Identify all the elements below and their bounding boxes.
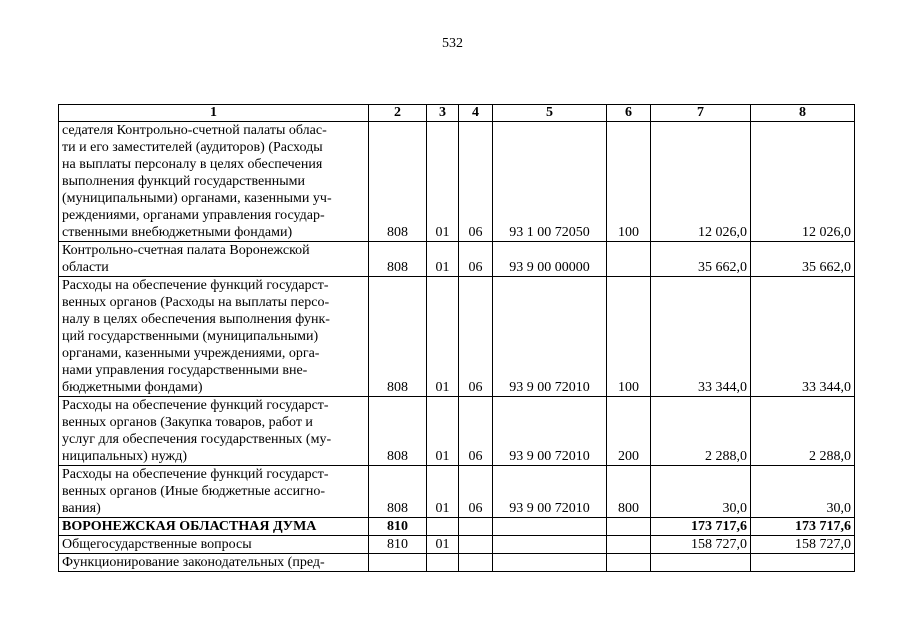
cell-target-article	[493, 536, 607, 554]
cell-ministry-code: 808	[369, 397, 427, 466]
table-row	[59, 242, 855, 277]
header-col-3: 3	[427, 105, 459, 122]
budget-table	[58, 104, 855, 572]
cell-amount-7: 33 344,0	[651, 277, 751, 397]
cell-amount-7	[651, 554, 751, 572]
cell-expense-type: 800	[607, 466, 651, 518]
description-line: Общегосударственные вопросы	[62, 537, 252, 552]
description-line: ций государственными (муниципальными)	[62, 329, 319, 344]
description-line: Расходы на обеспечение функций государст-	[62, 467, 329, 482]
cell-amount-8: 158 727,0	[751, 536, 855, 554]
cell-ministry-code: 810	[369, 518, 427, 536]
description-line: вания)	[62, 501, 101, 516]
cell-subsection	[459, 518, 493, 536]
cell-amount-7: 173 717,6	[651, 518, 751, 536]
table-row	[59, 466, 855, 518]
cell-amount-8: 173 717,6	[751, 518, 855, 536]
cell-expense-type	[607, 536, 651, 554]
cell-ministry-code: 808	[369, 466, 427, 518]
cell-expense-type	[607, 554, 651, 572]
header-col-6: 6	[607, 105, 651, 122]
cell-subsection: 06	[459, 242, 493, 277]
cell-amount-7: 35 662,0	[651, 242, 751, 277]
cell-ministry-code: 808	[369, 122, 427, 242]
cell-subsection: 06	[459, 466, 493, 518]
cell-target-article	[493, 554, 607, 572]
cell-target-article: 93 9 00 00000	[493, 242, 607, 277]
table-row	[59, 122, 855, 242]
header-col-7: 7	[651, 105, 751, 122]
cell-amount-8: 30,0	[751, 466, 855, 518]
cell-amount-7: 12 026,0	[651, 122, 751, 242]
cell-subsection: 06	[459, 122, 493, 242]
cell-section: 01	[427, 536, 459, 554]
row-description	[59, 536, 369, 554]
header-col-1: 1	[59, 105, 369, 122]
row-description	[59, 277, 369, 397]
header-col-8: 8	[751, 105, 855, 122]
description-line: ВОРОНЕЖСКАЯ ОБЛАСТНАЯ ДУМА	[62, 519, 317, 534]
cell-amount-7: 2 288,0	[651, 397, 751, 466]
description-line: реждениями, органами управления государ-	[62, 208, 325, 223]
description-line: Контрольно-счетная палата Воронежской	[62, 243, 310, 258]
table-row	[59, 536, 855, 554]
cell-amount-7: 30,0	[651, 466, 751, 518]
header-col-2: 2	[369, 105, 427, 122]
description-line: Функционирование законодательных (пред-	[62, 555, 325, 570]
cell-target-article: 93 9 00 72010	[493, 397, 607, 466]
description-line: налу в целях обеспечения выполнения функ-	[62, 312, 330, 327]
description-line: области	[62, 260, 109, 275]
description-line: ниципальных) нужд)	[62, 449, 187, 464]
description-line: бюджетными фондами)	[62, 380, 203, 395]
cell-ministry-code: 810	[369, 536, 427, 554]
description-line: Расходы на обеспечение функций государст-	[62, 398, 329, 413]
description-line: Расходы на обеспечение функций государст-	[62, 278, 329, 293]
cell-section: 01	[427, 277, 459, 397]
cell-target-article: 93 1 00 72050	[493, 122, 607, 242]
row-description	[59, 466, 369, 518]
description-line: венных органов (Расходы на выплаты персо-	[62, 295, 330, 310]
description-line: (муниципальными) органами, казенными уч-	[62, 191, 332, 206]
cell-amount-8	[751, 554, 855, 572]
cell-amount-8: 12 026,0	[751, 122, 855, 242]
description-line: ти и его заместителей (аудиторов) (Расходы	[62, 140, 323, 155]
cell-target-article: 93 9 00 72010	[493, 466, 607, 518]
description-line: нами управления государственными вне-	[62, 363, 308, 378]
cell-expense-type: 100	[607, 277, 651, 397]
cell-subsection: 06	[459, 397, 493, 466]
table-row	[59, 554, 855, 572]
header-col-4: 4	[459, 105, 493, 122]
row-description	[59, 122, 369, 242]
cell-section: 01	[427, 122, 459, 242]
cell-subsection: 06	[459, 277, 493, 397]
cell-section	[427, 554, 459, 572]
cell-amount-8: 35 662,0	[751, 242, 855, 277]
cell-section: 01	[427, 466, 459, 518]
description-line: седателя Контрольно-счетной палаты облас-	[62, 123, 327, 138]
description-line: на выплаты персоналу в целях обеспечения	[62, 157, 323, 172]
cell-expense-type: 200	[607, 397, 651, 466]
description-line: ственными внебюджетными фондами)	[62, 225, 293, 240]
table-row	[59, 397, 855, 466]
cell-ministry-code	[369, 554, 427, 572]
cell-subsection	[459, 536, 493, 554]
cell-amount-8: 33 344,0	[751, 277, 855, 397]
cell-section: 01	[427, 242, 459, 277]
table-row	[59, 277, 855, 397]
cell-expense-type	[607, 518, 651, 536]
description-line: венных органов (Закупка товаров, работ и	[62, 415, 313, 430]
description-line: услуг для обеспечения государственных (му-	[62, 432, 332, 447]
row-description	[59, 242, 369, 277]
cell-section	[427, 518, 459, 536]
cell-target-article: 93 9 00 72010	[493, 277, 607, 397]
cell-target-article	[493, 518, 607, 536]
cell-amount-7: 158 727,0	[651, 536, 751, 554]
table-row	[59, 518, 855, 536]
row-description	[59, 518, 369, 536]
row-description	[59, 554, 369, 572]
header-row	[59, 105, 855, 122]
description-line: органами, казенными учреждениями, орга-	[62, 346, 320, 361]
cell-subsection	[459, 554, 493, 572]
cell-expense-type: 100	[607, 122, 651, 242]
cell-section: 01	[427, 397, 459, 466]
cell-expense-type	[607, 242, 651, 277]
page-number: 532	[442, 36, 463, 51]
description-line: выполнения функций государственными	[62, 174, 305, 189]
description-line: венных органов (Иные бюджетные ассигно-	[62, 484, 326, 499]
row-description	[59, 397, 369, 466]
cell-amount-8: 2 288,0	[751, 397, 855, 466]
header-col-5: 5	[493, 105, 607, 122]
cell-ministry-code: 808	[369, 277, 427, 397]
cell-ministry-code: 808	[369, 242, 427, 277]
